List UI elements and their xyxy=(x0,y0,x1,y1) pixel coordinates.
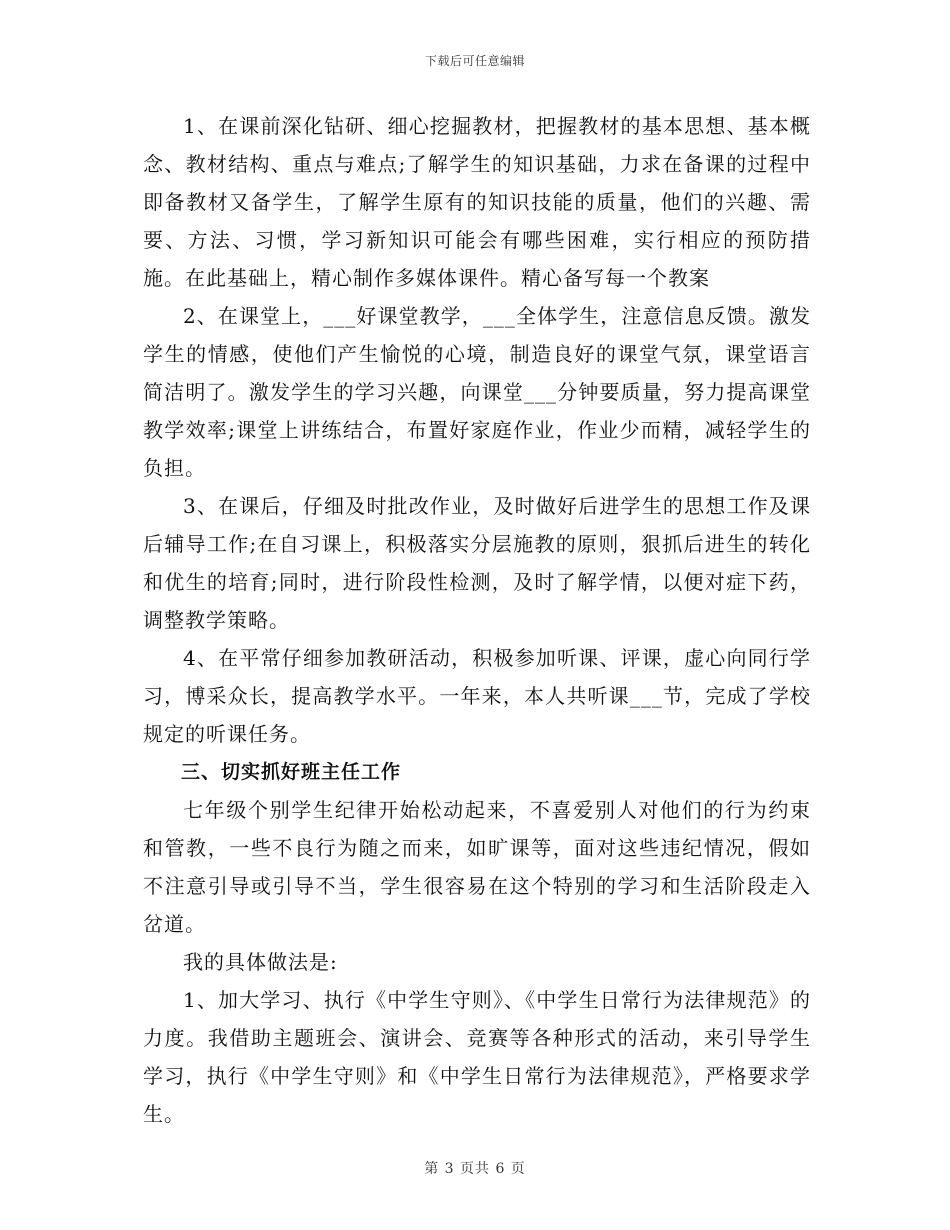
section-heading: 三、切实抓好班主任工作 xyxy=(181,761,402,783)
paragraph-3: 3、在课后，仔细及时批改作业，及时做好后进学生的思想工作及课后辅导工作;在自习课上，积极落实分层施教的原则，狠抓后进生的转化和优生的培育;同时，进行阶段性检测，及时了解学情，以便对症下药，调整教学策略。 xyxy=(143,494,811,632)
page-footer: 第 3 页共 6 页 xyxy=(424,1161,526,1177)
paragraph-2: 2、在课堂上，___好课堂教学，___全体学生，注意信息反馈。激发学生的情感，使他们产生愉悦的心境，制造良好的课堂气氛，课堂语言简洁明了。激发学生的学习兴趣，向课堂___分钟要质量，努力提高课堂教学效率;课堂上讲练结合，布置好家庭作业，作业少而精，减轻学生的负担。 xyxy=(143,304,811,480)
paragraph-5: 七年级个别学生纪律开始松动起来，不喜爱别人对他们的行为约束和管教，一些不良行为随之而来，如旷课等，面对这些违纪情况，假如不注意引导或引导不当，学生很容易在这个特别的学习和生活阶段走入岔道。 xyxy=(143,798,811,936)
page-content xyxy=(143,107,811,1133)
paragraph-1: 1、在课前深化钻研、细心挖掘教材，把握教材的基本思想、基本概念、教材结构、重点与难点;了解学生的知识基础，力求在备课的过程中即备教材又备学生，了解学生原有的知识技能的质量，他们的兴趣、需要、方法、习惯，学习新知识可能会有哪些困难，实行相应的预防措施。在此基础上，精心制作多媒体课件。精心备写每一个教案 xyxy=(143,114,811,290)
page-header: 下载后可任意编辑 xyxy=(424,54,525,68)
paragraph-6: 我的具体做法是: xyxy=(183,950,338,974)
paragraph-7: 1、加大学习、执行《中学生守则》、《中学生日常行为法律规范》的力度。我借助主题班会、演讲会、竞赛等各种形式的活动，来引导学生学习，执行《中学生守则》和《中学生日常行为法律规范》，严格要求学生。 xyxy=(143,988,811,1126)
paragraph-4: 4、在平常仔细参加教研活动，积极参加听课、评课，虚心向同行学习，博采众长，提高教学水平。一年来，本人共听课___节，完成了学校规定的听课任务。 xyxy=(143,646,811,746)
